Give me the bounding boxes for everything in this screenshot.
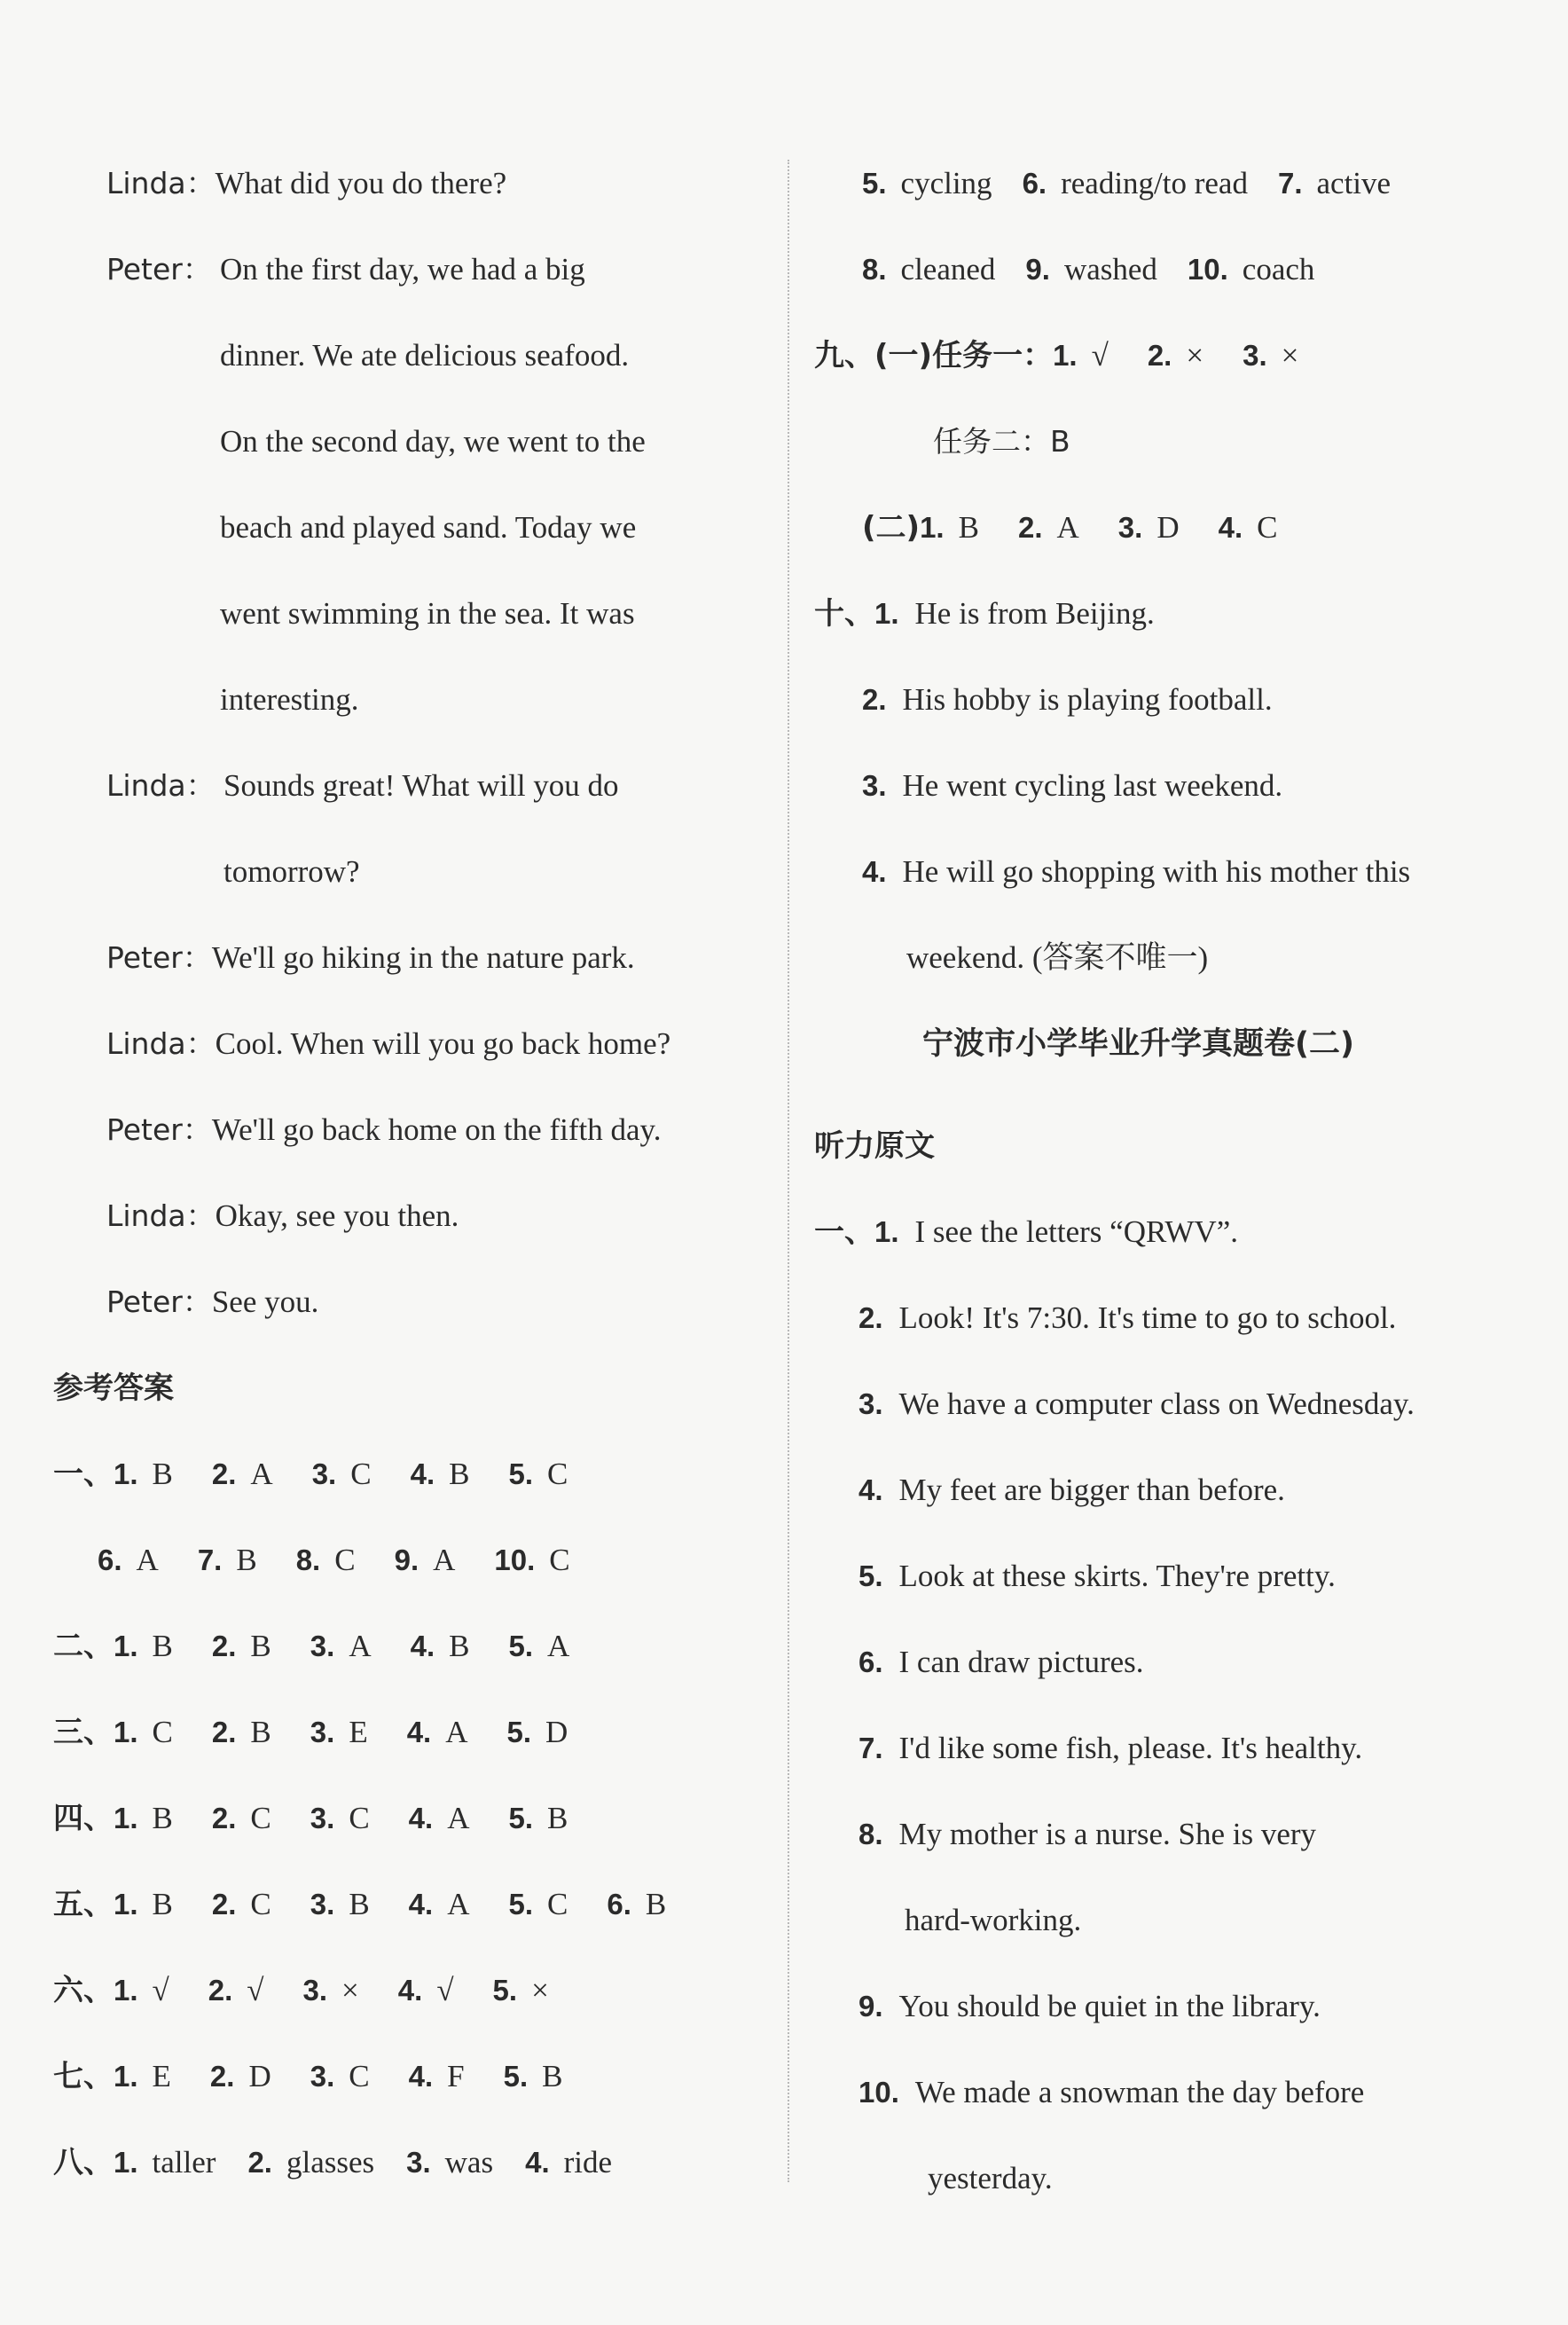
answer-item xyxy=(1053,334,1109,377)
section-label: (二) xyxy=(862,510,921,546)
answer-item xyxy=(303,1969,359,2012)
dialogue-line xyxy=(106,765,216,807)
answer-row xyxy=(862,248,1314,291)
answer-item xyxy=(607,1883,666,1926)
item-number: 6. xyxy=(1022,167,1047,200)
item-number: 5. xyxy=(858,1559,883,1592)
answer-item xyxy=(296,1539,356,1582)
section-label: 四、 xyxy=(53,1801,114,1836)
item-number: 10. xyxy=(1187,253,1228,286)
answer-item xyxy=(310,1797,370,1840)
dialogue-line xyxy=(106,1023,670,1065)
answer-value: C xyxy=(334,1543,356,1577)
item-number: 5. xyxy=(508,1888,534,1920)
item-number: 4. xyxy=(408,1888,434,1920)
answer-item xyxy=(493,1969,549,2012)
answer-text: He will go shopping with his mother this xyxy=(902,854,1411,889)
answer-item xyxy=(114,2141,216,2184)
item-number: 7. xyxy=(858,1732,883,1764)
answer-row xyxy=(862,679,1273,721)
answer-item xyxy=(409,1797,470,1840)
answer-value: √ xyxy=(1091,338,1109,373)
answer-item xyxy=(507,1711,568,1754)
listening-text: yesterday. xyxy=(928,2161,1053,2195)
answer-item xyxy=(247,2141,374,2184)
item-number: 8. xyxy=(295,1543,321,1576)
listening-row xyxy=(858,1297,1396,1339)
item-number: 4. xyxy=(397,1974,423,2007)
answer-value: B xyxy=(547,1801,568,1835)
dialogue-line xyxy=(106,937,635,979)
answer-value: B xyxy=(250,1715,271,1749)
item-number: 3. xyxy=(1243,339,1267,372)
listening-row xyxy=(905,1899,1081,1942)
listening-text: I see the letters “QRWV”. xyxy=(914,1214,1238,1249)
item-number: 2. xyxy=(1017,511,1043,544)
answer-item xyxy=(312,1453,372,1496)
dialogue-text: On the second day, we went to the xyxy=(220,424,646,459)
answer-item xyxy=(310,1883,370,1926)
section-label: 五、 xyxy=(53,1887,114,1922)
listening-text: My feet are bigger than before. xyxy=(898,1473,1285,1507)
answer-item xyxy=(114,2055,171,2098)
answer-value: F xyxy=(447,2059,465,2093)
dialogue-text: dinner. We ate delicious seafood. xyxy=(220,338,630,373)
item-number: 1. xyxy=(1053,339,1078,372)
answer-item xyxy=(398,1969,454,2012)
answer-value: A xyxy=(445,1715,468,1749)
dialogue-line xyxy=(220,420,743,463)
answer-value: B xyxy=(449,1629,470,1663)
listening-row xyxy=(858,2071,1364,2114)
answer-row xyxy=(53,1711,568,1754)
section-title: 宁波市小学毕业升学真题卷(二) xyxy=(922,1026,1354,1062)
answer-value: C xyxy=(349,2059,370,2093)
answer-value: C xyxy=(350,1457,372,1491)
item-number: 1. xyxy=(114,1457,138,1490)
answer-item xyxy=(310,2055,370,2098)
answer-item xyxy=(508,1453,568,1496)
answer-item xyxy=(210,2055,271,2098)
item-number: 5. xyxy=(508,1802,534,1834)
item-number: 3. xyxy=(862,769,887,802)
item-number: 2. xyxy=(211,1888,237,1920)
item-number: 1. xyxy=(920,511,945,544)
answer-item xyxy=(1278,162,1391,205)
answer-value: C xyxy=(250,1801,271,1835)
answer-value: active xyxy=(1316,166,1392,200)
answer-row xyxy=(862,851,1410,893)
answer-value: C xyxy=(1257,510,1278,545)
answer-row xyxy=(53,1625,569,1668)
answer-value: √ xyxy=(152,1973,169,2007)
item-number: 2. xyxy=(211,1802,237,1834)
item-number: 4. xyxy=(408,2060,434,2093)
answer-row xyxy=(862,507,1277,549)
answer-value: coach xyxy=(1242,252,1315,287)
answer-value: B xyxy=(250,1629,271,1663)
item-number: 2. xyxy=(211,1457,237,1490)
answer-value: × xyxy=(531,1973,549,2007)
answer-value: A xyxy=(349,1629,372,1663)
item-number: 1. xyxy=(874,1215,899,1248)
dialogue-line xyxy=(106,162,506,205)
answer-item xyxy=(310,1625,372,1668)
dialogue-line xyxy=(220,679,359,721)
item-number: 2. xyxy=(211,1630,237,1662)
speaker-label: Linda： xyxy=(106,768,216,803)
item-number: 6. xyxy=(858,1646,883,1678)
section-label: 三、 xyxy=(53,1715,114,1750)
answer-value: B xyxy=(152,1629,173,1663)
dialogue-text: See you. xyxy=(211,1284,319,1319)
dialogue-line xyxy=(223,765,747,807)
item-number: 1. xyxy=(114,1974,138,2007)
dialogue-text: interesting. xyxy=(220,682,359,717)
answer-item xyxy=(114,1883,173,1926)
listening-row xyxy=(858,1813,1316,1856)
item-number: 3. xyxy=(406,2146,431,2179)
item-number: 1. xyxy=(114,1630,138,1662)
answer-value: A xyxy=(547,1629,570,1663)
section-label: 九、(一)任务一： xyxy=(814,338,1054,373)
item-number: 1. xyxy=(114,1888,138,1920)
answer-text: His hobby is playing football. xyxy=(902,682,1273,717)
answer-value: ride xyxy=(563,2145,613,2180)
item-number: 5. xyxy=(508,1457,534,1490)
item-number: 9. xyxy=(858,1990,883,2023)
section-label: 十、 xyxy=(814,596,874,632)
dialogue-text: Okay, see you then. xyxy=(215,1198,459,1233)
item-number: 4. xyxy=(410,1457,435,1490)
item-number: 4. xyxy=(406,1716,432,1748)
answer-item xyxy=(920,507,979,549)
item-number: 7. xyxy=(197,1543,223,1576)
answer-item xyxy=(1025,248,1157,291)
dialogue-line xyxy=(106,1281,318,1324)
answer-value: B xyxy=(449,1457,470,1491)
answer-value: B xyxy=(542,2059,563,2093)
item-number: 2. xyxy=(208,1974,233,2007)
item-number: 5. xyxy=(492,1974,518,2007)
item-number: 1. xyxy=(114,2146,138,2179)
item-number: 4. xyxy=(858,1473,883,1506)
dialogue-line xyxy=(223,851,360,893)
answer-item xyxy=(114,1453,173,1496)
answer-row xyxy=(98,1539,570,1582)
dialogue-text: tomorrow? xyxy=(223,854,360,889)
section-label: 七、 xyxy=(53,2059,114,2094)
answer-item xyxy=(114,1969,169,2012)
answer-item xyxy=(508,1797,568,1840)
answer-item xyxy=(1018,507,1079,549)
dialogue-text: What did you do there? xyxy=(215,166,507,200)
item-number: 5. xyxy=(508,1630,534,1662)
answer-row xyxy=(814,334,1298,377)
answer-item xyxy=(310,1711,368,1754)
item-number: 4. xyxy=(525,2146,550,2179)
listening-text: I'd like some fish, please. It's healthy. xyxy=(898,1731,1363,1765)
answer-item xyxy=(407,1711,468,1754)
answer-value: cycling xyxy=(900,166,992,200)
answer-value: A xyxy=(250,1457,273,1491)
answer-item xyxy=(208,1969,264,2012)
answer-value: C xyxy=(152,1715,173,1749)
answer-value: A xyxy=(447,1887,470,1921)
item-number: 3. xyxy=(858,1387,883,1420)
answer-item xyxy=(1188,248,1314,291)
answer-item xyxy=(114,1625,173,1668)
dialogue-text: Sounds great! What will you do xyxy=(223,768,619,803)
answer-item xyxy=(862,162,992,205)
answer-value: A xyxy=(433,1543,456,1577)
answer-value: B xyxy=(236,1543,257,1577)
answer-value: B xyxy=(645,1887,667,1921)
dialogue-text: We'll go hiking in the nature park. xyxy=(211,940,635,975)
item-number: 3. xyxy=(310,1630,335,1662)
listening-text: My mother is a nurse. She is very xyxy=(898,1817,1317,1851)
answer-value: taller xyxy=(152,2145,216,2180)
item-number: 9. xyxy=(394,1543,419,1576)
answer-value: √ xyxy=(247,1973,264,2007)
answer-value: glasses xyxy=(286,2145,375,2180)
item-number: 2. xyxy=(1147,339,1172,372)
answer-value: √ xyxy=(436,1973,454,2007)
item-number: 3. xyxy=(310,1716,335,1748)
item-number: 8. xyxy=(862,253,887,286)
item-number: 2. xyxy=(211,1716,237,1748)
item-number: 5. xyxy=(506,1716,532,1748)
item-number: 3. xyxy=(310,2060,335,2093)
answer-text: weekend. (答案不唯一) xyxy=(906,940,1209,975)
listening-row xyxy=(814,1211,1238,1253)
speaker-label: Peter： xyxy=(106,1284,212,1319)
speaker-label: Linda： xyxy=(106,1198,216,1233)
answer-item xyxy=(525,2141,612,2184)
answer-item xyxy=(212,1883,271,1926)
dialogue-text: Cool. When will you go back home? xyxy=(215,1026,671,1061)
listening-row xyxy=(858,1985,1321,2028)
answer-row xyxy=(53,2055,563,2098)
answer-item xyxy=(98,1539,159,1582)
item-number: 8. xyxy=(858,1818,883,1850)
listening-row xyxy=(858,1641,1144,1684)
answer-value: reading/to read xyxy=(1061,166,1248,200)
item-number: 3. xyxy=(310,1802,335,1834)
dialogue-line xyxy=(106,248,212,291)
item-number: 10. xyxy=(494,1543,536,1576)
answer-row xyxy=(53,1453,568,1496)
answer-item xyxy=(1148,334,1203,377)
answer-item xyxy=(508,1883,568,1926)
answer-item xyxy=(504,2055,563,2098)
answer-item xyxy=(212,1797,271,1840)
listening-text: Look at these skirts. They're pretty. xyxy=(898,1559,1336,1593)
listening-text: hard-working. xyxy=(905,1903,1082,1937)
answer-row xyxy=(862,162,1391,205)
item-number: 9. xyxy=(1025,253,1050,286)
listening-row xyxy=(858,1555,1336,1598)
column-divider xyxy=(788,160,789,2182)
dialogue-text: beach and played sand. Today we xyxy=(220,510,637,545)
item-number: 5. xyxy=(503,2060,529,2093)
item-number: 4. xyxy=(1218,511,1243,544)
answer-value: E xyxy=(349,1715,368,1749)
answer-value: × xyxy=(1186,338,1204,373)
section-label: 一、 xyxy=(814,1214,874,1250)
answer-item xyxy=(494,1539,569,1582)
answer-row xyxy=(53,1969,549,2012)
answer-value: D xyxy=(545,1715,568,1749)
answer-value: B xyxy=(152,1801,173,1835)
dialogue-text: We'll go back home on the fifth day. xyxy=(211,1112,662,1147)
answer-value: A xyxy=(1056,510,1079,545)
item-number: 10. xyxy=(858,2076,899,2109)
answer-value: × xyxy=(341,1973,359,2007)
section-label: 八、 xyxy=(53,2145,114,2180)
dialogue-line xyxy=(106,1109,661,1151)
answer-value: C xyxy=(547,1457,568,1491)
answer-value: A xyxy=(447,1801,470,1835)
answer-value: D xyxy=(248,2059,271,2093)
answer-value: C xyxy=(547,1887,568,1921)
listening-text: We made a snowman the day before xyxy=(914,2075,1365,2109)
dialogue-text: went swimming in the sea. It was xyxy=(220,596,635,631)
answers-heading: 参考答案 xyxy=(53,1371,174,1406)
answer-row xyxy=(862,765,1282,807)
item-number: 2. xyxy=(247,2146,272,2179)
item-number: 4. xyxy=(862,855,887,888)
item-number: 6. xyxy=(98,1543,122,1576)
answer-value: D xyxy=(1156,510,1180,545)
speaker-label: Linda： xyxy=(106,1026,216,1061)
answer-value: B xyxy=(152,1457,173,1491)
speaker-label: Peter： xyxy=(106,252,212,287)
item-number: 3. xyxy=(310,1888,335,1920)
answer-value: × xyxy=(1281,338,1299,373)
section-label: 一、 xyxy=(53,1457,114,1492)
item-number: 2. xyxy=(209,2060,235,2093)
item-number: 3. xyxy=(311,1457,337,1490)
answer-item xyxy=(1023,162,1248,205)
listening-text: You should be quiet in the library. xyxy=(898,1989,1321,2023)
dialogue-line xyxy=(220,593,743,635)
item-number: 6. xyxy=(607,1888,631,1920)
answer-value: B xyxy=(958,510,979,545)
item-number: 2. xyxy=(862,683,887,716)
listening-text: I can draw pictures. xyxy=(898,1645,1144,1679)
dialogue-line xyxy=(106,1195,459,1237)
answer-item xyxy=(409,1883,470,1926)
speaker-label: Linda： xyxy=(106,166,216,200)
section-label: 六、 xyxy=(53,1973,114,2008)
answer-item xyxy=(411,1453,470,1496)
answer-item xyxy=(862,248,995,291)
listening-text: We have a computer class on Wednesday. xyxy=(898,1386,1415,1421)
speaker-label: Peter： xyxy=(106,940,212,975)
answer-value: C xyxy=(549,1543,570,1577)
item-number: 3. xyxy=(1117,511,1143,544)
answer-text: He is from Beijing. xyxy=(914,596,1155,631)
answer-value: B xyxy=(152,1887,173,1921)
answer-item xyxy=(212,1453,273,1496)
answer-value: A xyxy=(136,1543,159,1577)
answer-item xyxy=(114,1711,173,1754)
item-number: 1. xyxy=(114,2060,138,2093)
answer-value: C xyxy=(349,1801,370,1835)
answer-item xyxy=(395,1539,456,1582)
answer-row xyxy=(53,1883,666,1926)
listening-heading: 听力原文 xyxy=(814,1128,935,1164)
answer-item xyxy=(411,1625,470,1668)
answer-item xyxy=(409,2055,465,2098)
item-number: 1. xyxy=(114,1716,138,1748)
answer-value: C xyxy=(250,1887,271,1921)
answer-item xyxy=(406,2141,493,2184)
item-number: 1. xyxy=(114,1802,138,1834)
answer-row xyxy=(53,2141,612,2184)
item-number: 4. xyxy=(410,1630,435,1662)
dialogue-line xyxy=(220,507,743,549)
speaker-label: Peter： xyxy=(106,1112,212,1147)
listening-row xyxy=(858,1727,1362,1770)
answer-row xyxy=(53,1797,568,1840)
answer-item xyxy=(1118,507,1180,549)
answer-text: He went cycling last weekend. xyxy=(902,768,1283,803)
answer-item xyxy=(508,1625,569,1668)
answer-item xyxy=(212,1625,271,1668)
dialogue-line xyxy=(220,248,743,291)
item-number: 1. xyxy=(874,597,899,630)
answer-item xyxy=(1219,507,1278,549)
listening-row xyxy=(928,2157,1053,2200)
answer-row xyxy=(906,937,1208,979)
answer-item xyxy=(1243,334,1298,377)
item-number: 4. xyxy=(408,1802,434,1834)
dialogue-line xyxy=(220,334,743,377)
answer-value: B xyxy=(349,1887,370,1921)
section-label: 二、 xyxy=(53,1629,114,1664)
answer-item xyxy=(114,1797,173,1840)
answer-item xyxy=(212,1711,271,1754)
answer-value: was xyxy=(444,2145,494,2180)
answer-value: washed xyxy=(1063,252,1157,287)
answer-item xyxy=(198,1539,257,1582)
item-number: 2. xyxy=(858,1301,883,1334)
answer-value: E xyxy=(152,2059,171,2093)
answer-row xyxy=(814,593,1155,635)
listening-row xyxy=(858,1383,1415,1426)
item-number: 3. xyxy=(302,1974,328,2007)
dialogue-text: On the first day, we had a big xyxy=(220,252,585,287)
item-number: 5. xyxy=(862,167,887,200)
item-number: 7. xyxy=(1277,167,1303,200)
task-two-answer: 任务二：B xyxy=(933,424,1070,459)
listening-row xyxy=(858,1469,1285,1512)
answer-value: cleaned xyxy=(900,252,996,287)
listening-text: Look! It's 7:30. It's time to go to school. xyxy=(898,1300,1397,1335)
